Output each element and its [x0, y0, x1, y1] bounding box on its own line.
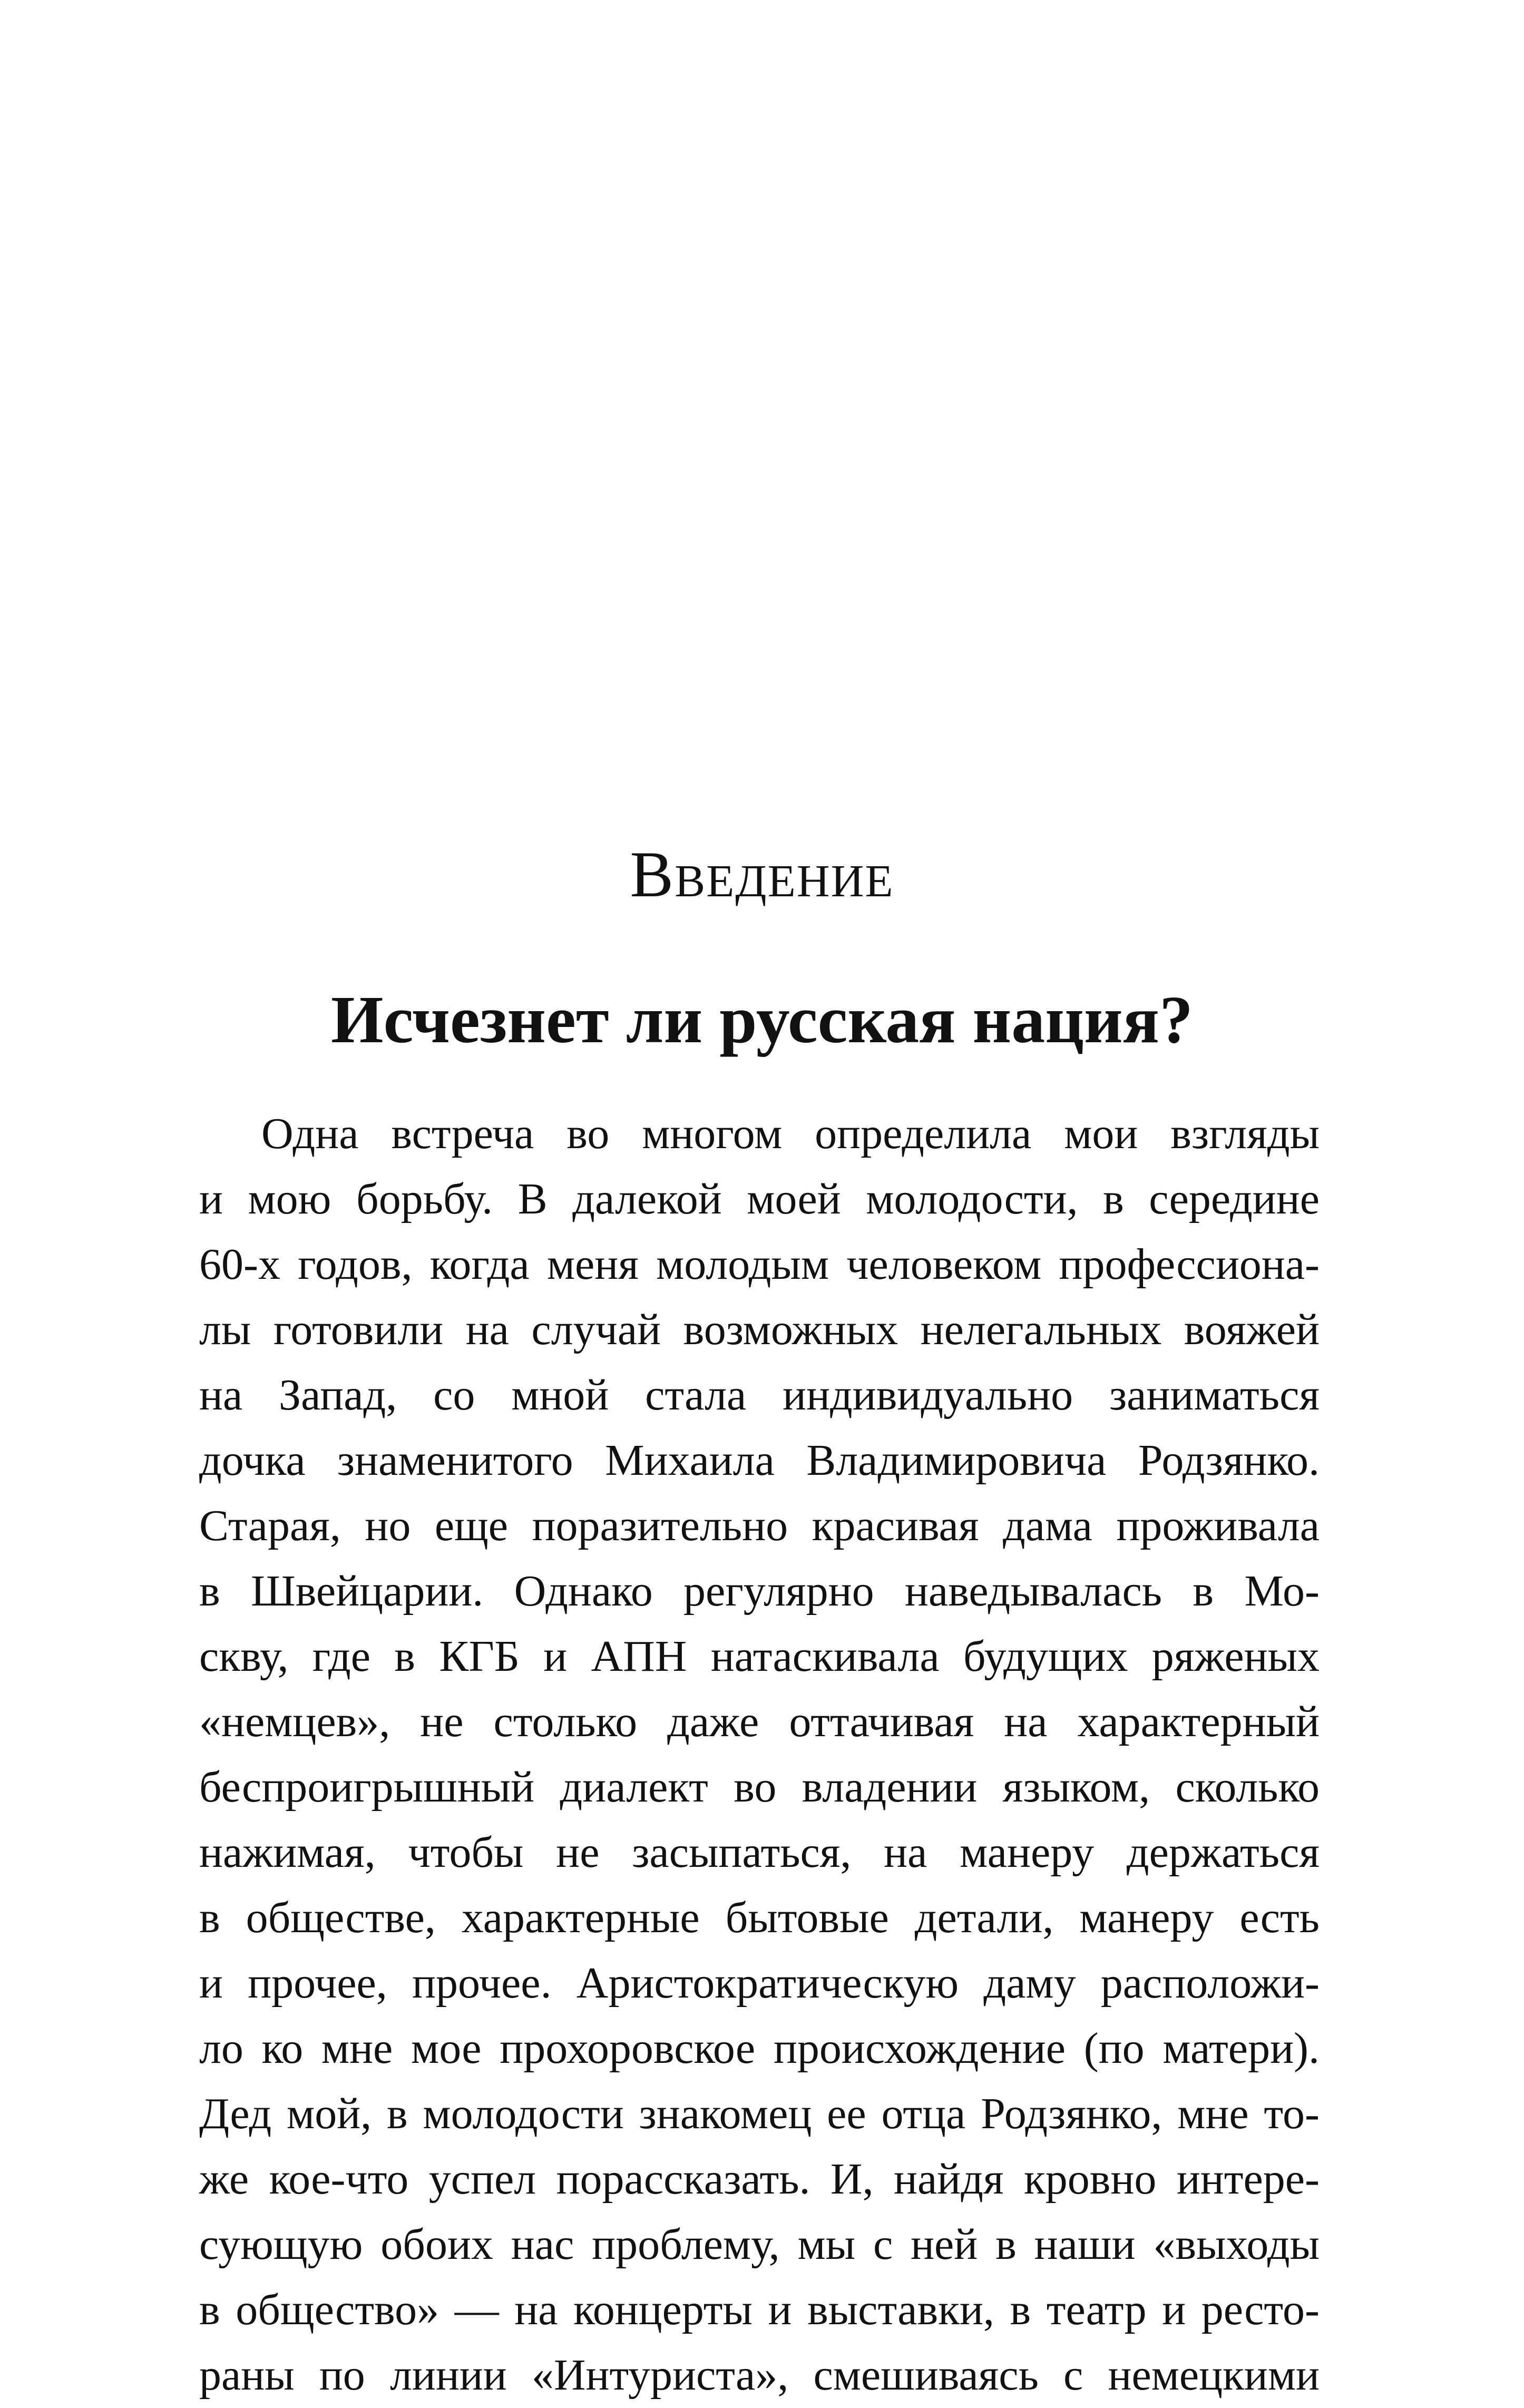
text-line: же кое-что успел порассказать. И, найдя кровно интере- — [199, 2155, 1320, 2204]
text-line: на Запад, со мной стала индивидуально заниматься — [199, 1371, 1320, 1420]
text-line: скву, где в КГБ и АПН натаскивала будущих ряженых — [199, 1632, 1320, 1681]
text-line: Одна встреча во многом определила мои взгляды — [261, 1109, 1320, 1158]
text-line: Старая, но еще поразительно красивая дама проживала — [199, 1501, 1320, 1550]
text-line: сующую обоих нас проблему, мы с ней в наши «выходы — [199, 2220, 1320, 2269]
text-line: лы готовили на случай возможных нелегальных вояжей — [199, 1305, 1320, 1354]
text-line: в общество» — на концерты и выставки, в театр и ресто- — [199, 2285, 1320, 2334]
text-line: беспроигрышный диалект во владении языком, сколько — [199, 1763, 1320, 1812]
text-line: 60-х годов, когда меня молодым человеком профессиона- — [199, 1240, 1320, 1289]
section-label: Введение — [630, 838, 894, 911]
body-text — [199, 1101, 1320, 2408]
text-line: и прочее, прочее. Аристократическую даму расположи- — [199, 1959, 1320, 2008]
text-line: нажимая, чтобы не засыпаться, на манеру держаться — [199, 1828, 1320, 1877]
text-line: и мою борьбу. В далекой моей молодости, в середине — [199, 1174, 1320, 1223]
text-line: дочка знаменитого Михаила Владимировича Родзянко. — [199, 1436, 1320, 1485]
text-line: раны по линии «Интуриста», смешиваясь с немецкими — [199, 2351, 1320, 2400]
text-line: ло ко мне мое прохоровское происхождение (по матери). — [199, 2024, 1320, 2073]
chapter-title: Исчезнет ли русская нация? — [331, 982, 1193, 1057]
text-line: в Швейцарии. Однако регулярно наведывалась в Мо- — [199, 1567, 1320, 1616]
text-line: «немцев», не столько даже оттачивая на характерный — [199, 1697, 1320, 1746]
text-line: Дед мой, в молодости знакомец ее отца Родзянко, мне то- — [199, 2089, 1320, 2138]
text-line: в обществе, характерные бытовые детали, манеру есть — [199, 1893, 1320, 1942]
